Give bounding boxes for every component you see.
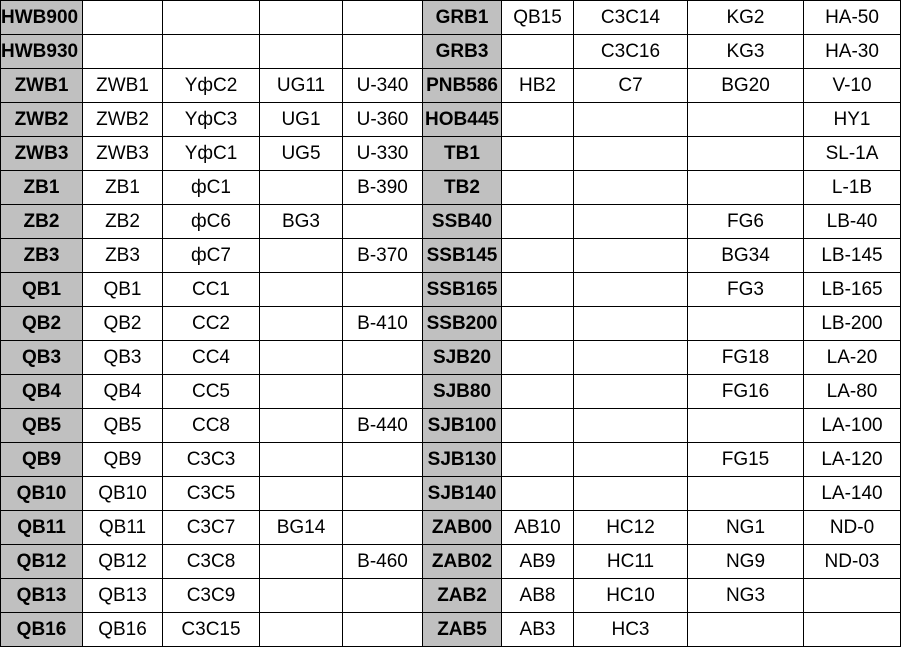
- equiv-b2-cell: [574, 103, 688, 137]
- equiv-a2-cell: [163, 1, 260, 35]
- equiv-a2-cell: [163, 35, 260, 69]
- schott-code-b-cell: HOB445: [423, 103, 502, 137]
- equiv-b1-cell: [502, 477, 574, 511]
- schott-code-a-cell: ZWB3: [1, 137, 83, 171]
- schott-code-b-cell: SJB140: [423, 477, 502, 511]
- equiv-b2-cell: [574, 477, 688, 511]
- schott-code-b-cell: SSB40: [423, 205, 502, 239]
- table-row: [1, 307, 901, 341]
- schott-code-b-cell: SJB130: [423, 443, 502, 477]
- equiv-b4-cell: LA-80: [804, 375, 901, 409]
- equiv-b2-cell: [574, 239, 688, 273]
- equiv-a2-cell: CC4: [163, 341, 260, 375]
- equiv-b4-cell: ND-0: [804, 511, 901, 545]
- equiv-a1-cell: QB5: [83, 409, 163, 443]
- table-row: [1, 409, 901, 443]
- equiv-b4-cell: LA-100: [804, 409, 901, 443]
- equiv-a2-cell: YфC3: [163, 103, 260, 137]
- equiv-b1-cell: [502, 443, 574, 477]
- equiv-b4-cell: V-10: [804, 69, 901, 103]
- schott-code-b-cell: ZAB2: [423, 579, 502, 613]
- equiv-a2-cell: C3C9: [163, 579, 260, 613]
- equiv-b1-cell: QB15: [502, 1, 574, 35]
- table-row: [1, 477, 901, 511]
- equiv-a1-cell: [83, 1, 163, 35]
- equiv-a3-cell: UG1: [260, 103, 343, 137]
- equiv-a2-cell: CC8: [163, 409, 260, 443]
- schott-code-b-cell: TB1: [423, 137, 502, 171]
- equiv-b2-cell: [574, 409, 688, 443]
- equiv-b2-cell: [574, 443, 688, 477]
- schott-code-a-cell: QB5: [1, 409, 83, 443]
- equiv-a1-cell: QB9: [83, 443, 163, 477]
- equiv-a2-cell: CC2: [163, 307, 260, 341]
- equiv-a2-cell: CC1: [163, 273, 260, 307]
- equiv-a4-cell: U-340: [343, 69, 423, 103]
- equiv-b3-cell: [688, 307, 804, 341]
- equiv-a3-cell: [260, 341, 343, 375]
- equiv-b2-cell: [574, 375, 688, 409]
- equiv-a2-cell: фC7: [163, 239, 260, 273]
- schott-code-b-cell: GRB1: [423, 1, 502, 35]
- equiv-b4-cell: LB-200: [804, 307, 901, 341]
- equiv-a3-cell: UG11: [260, 69, 343, 103]
- equiv-b1-cell: AB9: [502, 545, 574, 579]
- equiv-a1-cell: ZB3: [83, 239, 163, 273]
- equiv-b2-cell: [574, 205, 688, 239]
- equiv-b4-cell: LB-145: [804, 239, 901, 273]
- equiv-b4-cell: [804, 613, 901, 647]
- equiv-b3-cell: FG15: [688, 443, 804, 477]
- schott-code-a-cell: QB2: [1, 307, 83, 341]
- equiv-a4-cell: U-360: [343, 103, 423, 137]
- schott-code-b-cell: SJB80: [423, 375, 502, 409]
- equiv-a1-cell: [83, 35, 163, 69]
- equiv-a1-cell: QB10: [83, 477, 163, 511]
- equiv-a1-cell: QB12: [83, 545, 163, 579]
- table-row: [1, 511, 901, 545]
- equiv-b2-cell: C3C16: [574, 35, 688, 69]
- table-body: [1, 1, 901, 647]
- table-row: [1, 545, 901, 579]
- table-row: [1, 239, 901, 273]
- equiv-b3-cell: NG9: [688, 545, 804, 579]
- equiv-a3-cell: [260, 613, 343, 647]
- equiv-a3-cell: [260, 35, 343, 69]
- equiv-b4-cell: HA-50: [804, 1, 901, 35]
- equiv-a2-cell: фC6: [163, 205, 260, 239]
- equiv-b4-cell: HA-30: [804, 35, 901, 69]
- schott-code-a-cell: QB4: [1, 375, 83, 409]
- schott-code-b-cell: TB2: [423, 171, 502, 205]
- schott-code-b-cell: PNB586: [423, 69, 502, 103]
- equiv-b2-cell: HC12: [574, 511, 688, 545]
- equiv-b1-cell: AB10: [502, 511, 574, 545]
- equiv-b1-cell: [502, 307, 574, 341]
- equiv-b3-cell: FG16: [688, 375, 804, 409]
- equiv-a4-cell: U-330: [343, 137, 423, 171]
- schott-code-a-cell: QB10: [1, 477, 83, 511]
- equiv-b4-cell: LA-20: [804, 341, 901, 375]
- equiv-b1-cell: AB8: [502, 579, 574, 613]
- equiv-b1-cell: [502, 35, 574, 69]
- equiv-b1-cell: HB2: [502, 69, 574, 103]
- equiv-b3-cell: [688, 409, 804, 443]
- schott-code-a-cell: QB11: [1, 511, 83, 545]
- equiv-a4-cell: [343, 613, 423, 647]
- equiv-a1-cell: QB16: [83, 613, 163, 647]
- equiv-b1-cell: [502, 273, 574, 307]
- equiv-a4-cell: [343, 579, 423, 613]
- schott-code-b-cell: SSB165: [423, 273, 502, 307]
- equiv-a3-cell: [260, 545, 343, 579]
- equiv-b2-cell: HC10: [574, 579, 688, 613]
- equiv-a4-cell: B-440: [343, 409, 423, 443]
- equiv-b2-cell: HC3: [574, 613, 688, 647]
- equiv-a1-cell: QB4: [83, 375, 163, 409]
- equiv-a2-cell: YфC2: [163, 69, 260, 103]
- table-row: [1, 103, 901, 137]
- equiv-a1-cell: QB1: [83, 273, 163, 307]
- equiv-a4-cell: B-390: [343, 171, 423, 205]
- equiv-a1-cell: QB3: [83, 341, 163, 375]
- equiv-b2-cell: HC11: [574, 545, 688, 579]
- equiv-b1-cell: [502, 409, 574, 443]
- table-row: [1, 613, 901, 647]
- table-row: [1, 137, 901, 171]
- table-row: [1, 205, 901, 239]
- equiv-b1-cell: [502, 375, 574, 409]
- equiv-a3-cell: [260, 1, 343, 35]
- schott-code-b-cell: ZAB00: [423, 511, 502, 545]
- equiv-b4-cell: LA-140: [804, 477, 901, 511]
- equiv-a3-cell: UG5: [260, 137, 343, 171]
- schott-code-a-cell: QB1: [1, 273, 83, 307]
- equiv-a4-cell: B-460: [343, 545, 423, 579]
- equiv-a2-cell: C3C3: [163, 443, 260, 477]
- equiv-a4-cell: B-410: [343, 307, 423, 341]
- schott-code-a-cell: ZWB2: [1, 103, 83, 137]
- equiv-a2-cell: C3C7: [163, 511, 260, 545]
- equiv-a4-cell: [343, 443, 423, 477]
- equiv-a4-cell: [343, 35, 423, 69]
- equiv-a3-cell: BG3: [260, 205, 343, 239]
- equiv-a1-cell: ZB2: [83, 205, 163, 239]
- schott-code-a-cell: ZWB1: [1, 69, 83, 103]
- equiv-b4-cell: [804, 579, 901, 613]
- equiv-a2-cell: YфC1: [163, 137, 260, 171]
- equiv-b3-cell: KG3: [688, 35, 804, 69]
- equiv-a4-cell: [343, 341, 423, 375]
- equiv-a4-cell: [343, 375, 423, 409]
- equiv-b4-cell: SL-1A: [804, 137, 901, 171]
- equiv-a1-cell: QB13: [83, 579, 163, 613]
- equiv-b4-cell: ND-03: [804, 545, 901, 579]
- equiv-a2-cell: C3C8: [163, 545, 260, 579]
- equiv-a4-cell: B-370: [343, 239, 423, 273]
- equiv-a3-cell: [260, 409, 343, 443]
- schott-code-a-cell: ZB3: [1, 239, 83, 273]
- equiv-b3-cell: [688, 613, 804, 647]
- equiv-b3-cell: [688, 477, 804, 511]
- table-row: [1, 69, 901, 103]
- table-row: [1, 443, 901, 477]
- schott-code-b-cell: ZAB5: [423, 613, 502, 647]
- equiv-a1-cell: QB11: [83, 511, 163, 545]
- equiv-b2-cell: [574, 137, 688, 171]
- equiv-b4-cell: HY1: [804, 103, 901, 137]
- equiv-b1-cell: [502, 137, 574, 171]
- equiv-a3-cell: BG14: [260, 511, 343, 545]
- equiv-b3-cell: [688, 103, 804, 137]
- equiv-b4-cell: L-1B: [804, 171, 901, 205]
- equiv-b2-cell: [574, 171, 688, 205]
- schott-code-a-cell: ZB1: [1, 171, 83, 205]
- equiv-b2-cell: [574, 307, 688, 341]
- table-row: [1, 1, 901, 35]
- equiv-b1-cell: [502, 103, 574, 137]
- equiv-a2-cell: CC5: [163, 375, 260, 409]
- equiv-b3-cell: NG3: [688, 579, 804, 613]
- schott-code-a-cell: QB13: [1, 579, 83, 613]
- equiv-b2-cell: [574, 273, 688, 307]
- equiv-a3-cell: [260, 579, 343, 613]
- table-row: [1, 273, 901, 307]
- equiv-a4-cell: [343, 205, 423, 239]
- equiv-b1-cell: [502, 171, 574, 205]
- equiv-a1-cell: QB2: [83, 307, 163, 341]
- equiv-b3-cell: BG34: [688, 239, 804, 273]
- schott-code-b-cell: SJB100: [423, 409, 502, 443]
- equiv-b3-cell: FG6: [688, 205, 804, 239]
- equiv-a3-cell: [260, 307, 343, 341]
- equiv-a3-cell: [260, 375, 343, 409]
- equiv-b3-cell: KG2: [688, 1, 804, 35]
- equiv-a1-cell: ZWB2: [83, 103, 163, 137]
- schott-code-b-cell: SJB20: [423, 341, 502, 375]
- equiv-a4-cell: [343, 1, 423, 35]
- equiv-a1-cell: ZB1: [83, 171, 163, 205]
- schott-code-b-cell: SSB200: [423, 307, 502, 341]
- equiv-b1-cell: [502, 205, 574, 239]
- equiv-a3-cell: [260, 239, 343, 273]
- equiv-b4-cell: LB-165: [804, 273, 901, 307]
- equiv-b3-cell: FG18: [688, 341, 804, 375]
- equiv-a3-cell: [260, 171, 343, 205]
- schott-code-a-cell: HWB930: [1, 35, 83, 69]
- table-row: [1, 341, 901, 375]
- schott-code-a-cell: QB3: [1, 341, 83, 375]
- schott-code-a-cell: QB12: [1, 545, 83, 579]
- equiv-b1-cell: [502, 341, 574, 375]
- equiv-a4-cell: [343, 511, 423, 545]
- equiv-a4-cell: [343, 477, 423, 511]
- table-row: [1, 35, 901, 69]
- equiv-a2-cell: C3C15: [163, 613, 260, 647]
- equiv-b4-cell: LB-40: [804, 205, 901, 239]
- equiv-b4-cell: LA-120: [804, 443, 901, 477]
- equiv-a3-cell: [260, 273, 343, 307]
- schott-code-a-cell: QB16: [1, 613, 83, 647]
- equiv-b3-cell: [688, 137, 804, 171]
- equiv-b2-cell: C3C14: [574, 1, 688, 35]
- table-row: [1, 579, 901, 613]
- equiv-a3-cell: [260, 443, 343, 477]
- schott-code-b-cell: SSB145: [423, 239, 502, 273]
- equiv-b3-cell: BG20: [688, 69, 804, 103]
- equiv-b2-cell: [574, 341, 688, 375]
- schott-code-b-cell: ZAB02: [423, 545, 502, 579]
- table-row: [1, 171, 901, 205]
- equiv-b3-cell: NG1: [688, 511, 804, 545]
- schott-code-a-cell: ZB2: [1, 205, 83, 239]
- equiv-a1-cell: ZWB1: [83, 69, 163, 103]
- table-row: [1, 375, 901, 409]
- equiv-a4-cell: [343, 273, 423, 307]
- schott-code-b-cell: GRB3: [423, 35, 502, 69]
- schott-code-a-cell: QB9: [1, 443, 83, 477]
- equiv-b2-cell: C7: [574, 69, 688, 103]
- equiv-a3-cell: [260, 477, 343, 511]
- equiv-b1-cell: AB3: [502, 613, 574, 647]
- equiv-a2-cell: C3C5: [163, 477, 260, 511]
- equiv-b3-cell: [688, 171, 804, 205]
- equiv-b3-cell: FG3: [688, 273, 804, 307]
- equiv-b1-cell: [502, 239, 574, 273]
- equiv-a1-cell: ZWB3: [83, 137, 163, 171]
- equiv-a2-cell: фC1: [163, 171, 260, 205]
- schott-code-a-cell: HWB900: [1, 1, 83, 35]
